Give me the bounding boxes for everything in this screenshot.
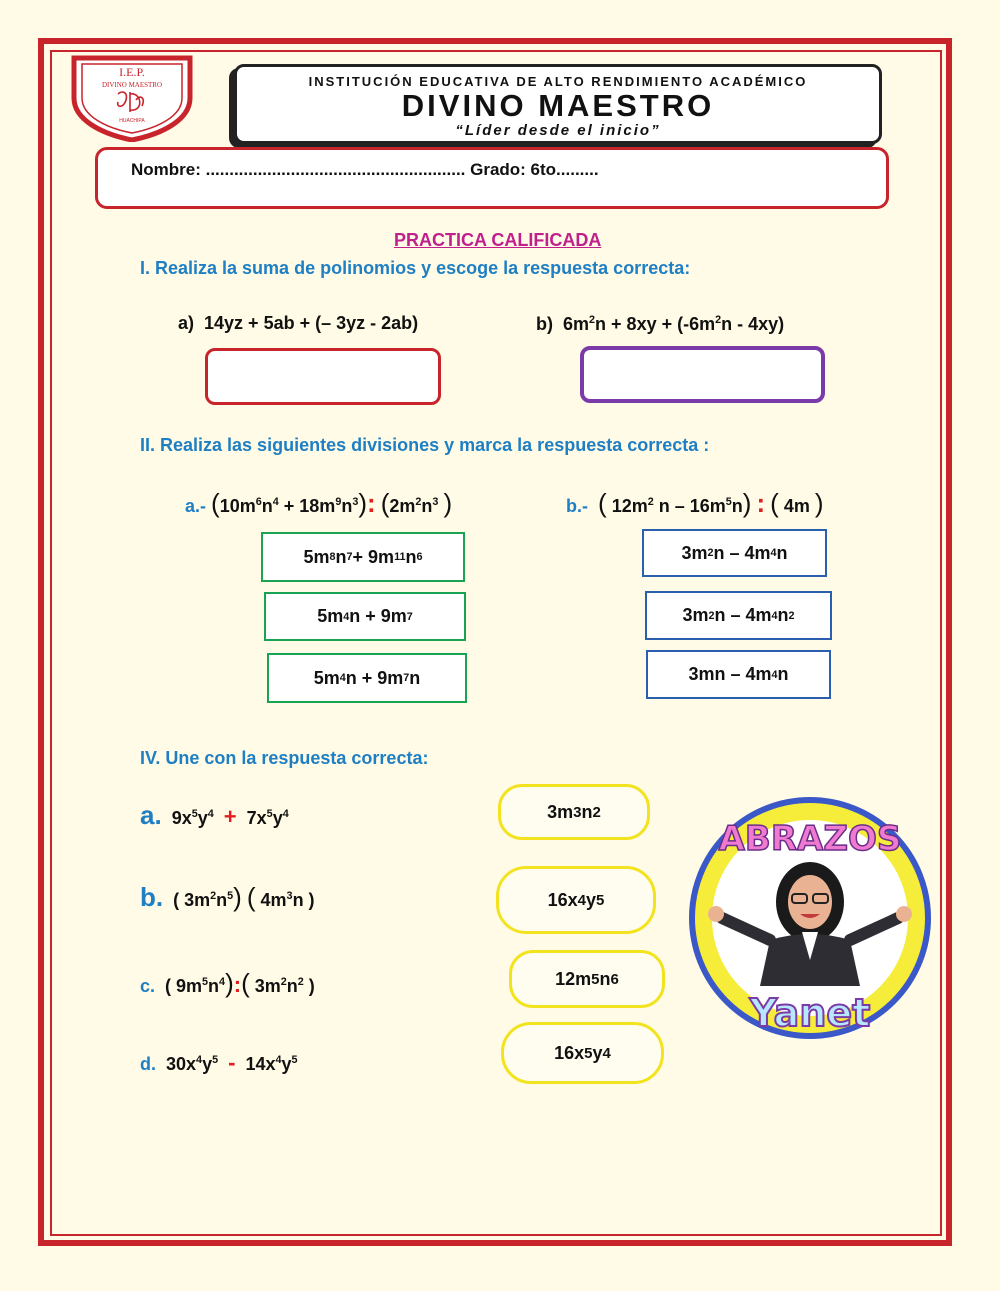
problem-1a-label: a)	[178, 313, 195, 333]
option-2b-1[interactable]: 3m 2 n – 4m 4 n	[642, 529, 827, 577]
logo-place: HUACHIPA	[119, 118, 145, 124]
logo-acronym: I.E.P.	[119, 65, 145, 79]
problem-1a: a) 14yz + 5ab + (– 3yz - 2ab)	[178, 313, 419, 333]
match-item-c: c. ( $9m^5n^4$):( $3m^2n^2$ )	[140, 968, 315, 998]
match-answer-3[interactable]: 12m 5 n 6	[509, 950, 665, 1008]
match-item-d: d. $30x^4y^5 - 14x^4y^5$	[140, 1050, 298, 1075]
match-c-label: c.	[140, 976, 156, 996]
match-answer-2[interactable]: 16x 4 y 5	[496, 866, 656, 934]
problem-2b: b.- ( $12m^2$ n – $16m^5n$) : ( 4m )	[566, 488, 824, 518]
school-motto: “Líder desde el inicio”	[455, 122, 661, 139]
section-4-heading: IV. Une con la respuesta correcta:	[140, 748, 429, 768]
problem-2a: a.- $(10m^6n^4 + 18m^9n^3)$: ($2m^2n^3$ )	[185, 488, 453, 518]
match-item-a: a. $9x^5y^4 + 7x^5y^4$	[140, 800, 289, 830]
page-title: PRACTICA CALIFICADA	[394, 230, 602, 250]
option-2a-2[interactable]: 5m 4 n + 9m 7	[264, 592, 466, 641]
abrazos-sticker	[674, 790, 946, 1046]
problem-2b-label: b.-	[566, 496, 588, 516]
problem-1b-label: b)	[536, 314, 553, 334]
logo-name: DIVINO MAESTRO	[101, 81, 163, 89]
match-answer-1[interactable]: 3m 3 n 2	[498, 784, 650, 840]
school-name: DIVINO MAESTRO	[401, 88, 715, 123]
option-2b-3[interactable]: 3mn – 4m 4 n	[646, 650, 831, 699]
school-banner	[234, 64, 882, 144]
option-2a-3[interactable]: 5m 4 n + 9m 7 n	[267, 653, 467, 703]
answer-box-1a[interactable]	[205, 348, 441, 405]
sticker-bottom-text: Yanet	[749, 991, 871, 1035]
school-logo	[70, 54, 194, 142]
problem-1b: b) $6m^2n + 8xy + (-6m^2n - 4xy)$	[536, 314, 785, 334]
match-a-label: a.	[140, 800, 162, 830]
option-2b-2[interactable]: 3m 2 n – 4m 4 n 2	[645, 591, 832, 640]
sticker-top-text: ABRAZOS	[718, 819, 902, 859]
option-2a-1[interactable]: 5m 8 n 7 + 9m 11 n 6	[261, 532, 465, 582]
match-b-label: b.	[140, 882, 164, 912]
match-answer-4[interactable]: 16x 5 y 4	[501, 1022, 664, 1084]
name-grade-line[interactable]: Nombre: ....................................................... Grado: 6to.........	[131, 160, 599, 179]
institution-name: INSTITUCIÓN EDUCATIVA DE ALTO RENDIMIENTO ACADÉMICO	[308, 74, 808, 89]
section-2-heading: II. Realiza las siguientes divisiones y marca la respuesta correcta :	[140, 435, 710, 455]
problem-2a-label: a.-	[185, 496, 207, 516]
match-d-label: d.	[140, 1054, 156, 1074]
answer-box-1b[interactable]	[580, 346, 825, 403]
match-item-b: b. ( $3m^2n^5$) ( $4m^3n$ )	[140, 882, 315, 912]
section-1-heading: I. Realiza la suma de polinomios y escoge la respuesta correcta:	[140, 258, 691, 278]
